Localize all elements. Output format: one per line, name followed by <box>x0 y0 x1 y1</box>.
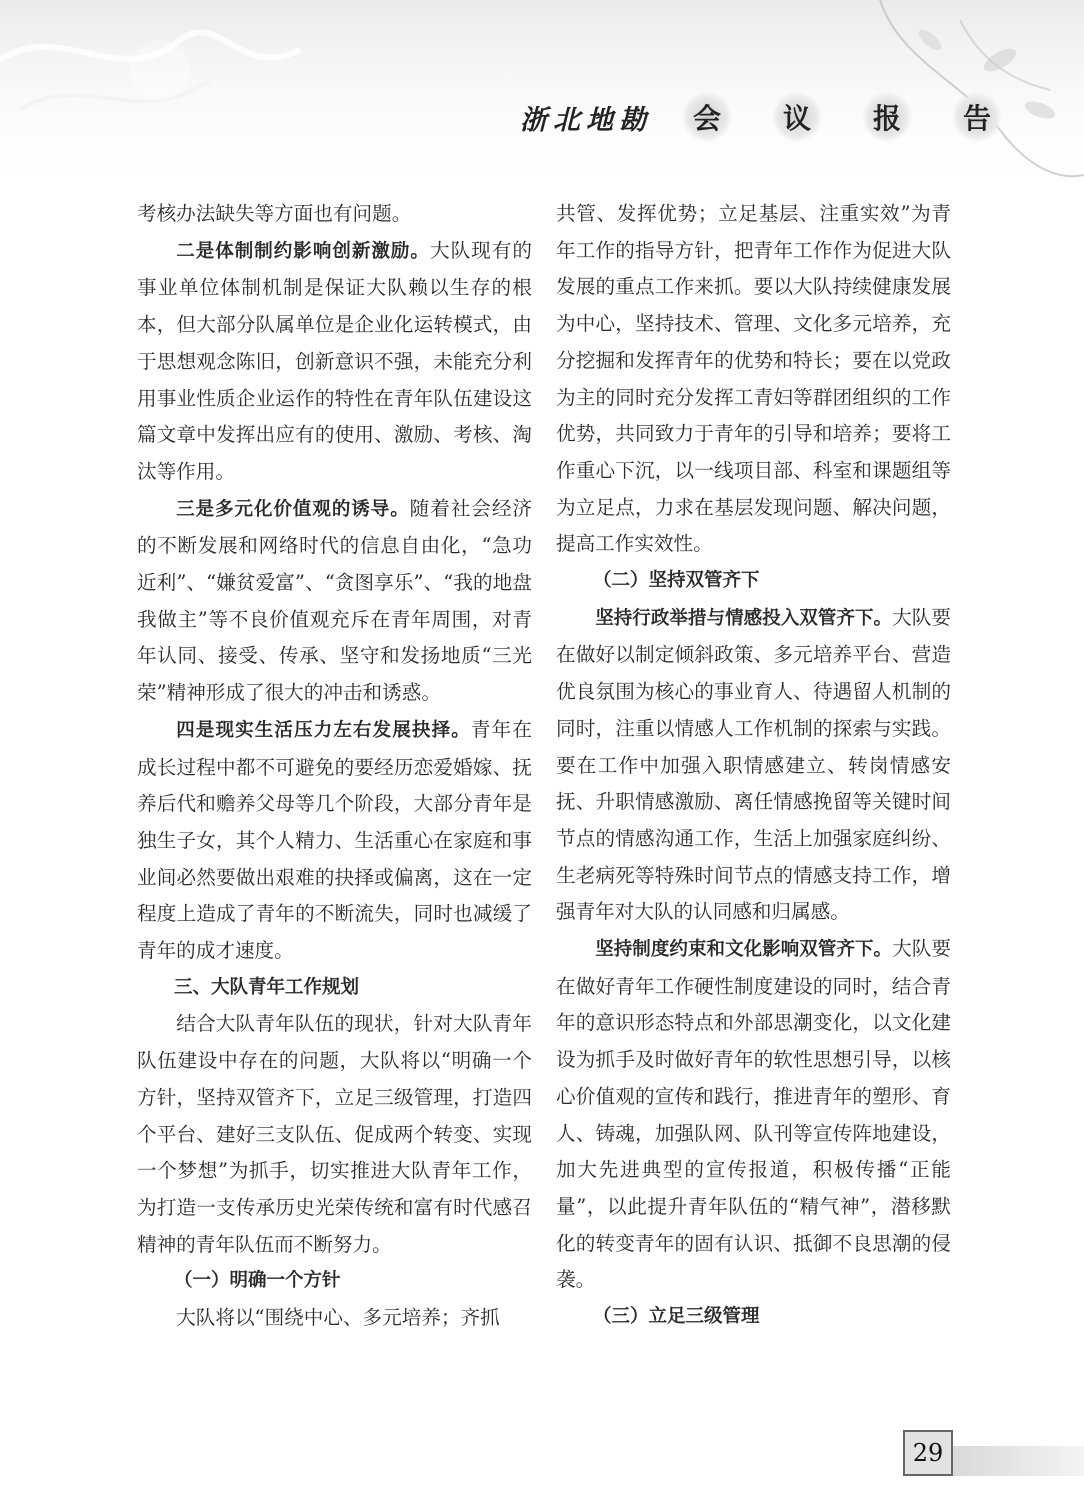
paragraph: 考核办法缺失等方面也有问题。 <box>137 202 412 225</box>
paragraph <box>137 491 532 712</box>
paragraph-text: 青年在成长过程中都不可避免的要经历恋爱婚嫁、抚养后代和赡养父母等几个阶段，大部分青年是独生子女，其个人精力、生活重心在家庭和事业间必然要做出艰难的抉择或偏离，这在一定程度上造成了青年的不断流失，同时也减缓了青年的成才速度。 <box>137 717 532 963</box>
section-char-3: 报 <box>862 92 912 142</box>
paragraph: 大队将以“围绕中心、多元培养；齐抓 <box>176 1306 500 1330</box>
paragraph: 共管、发挥优势；立足基层、注重实效”为青年工作的指导方针，把青年工作作为促进大队发展的重点工作来抓。要以大队持续健康发展为中心，坚持技术、管理、文化多元培养，充分挖掘和发挥青年的优势和特长；要在以党政为主的同时充分发挥工青妇等群团组织的工作优势，共同致力于青年的引导和培养；要将工作重心下沉，以一线项目部、科室和课题组等为立足点，力求在基层发现问题、解决问题，提高工作实效性。 <box>556 202 951 556</box>
section-heading: 三、大队青年工作规划 <box>174 976 360 998</box>
left-column <box>137 196 532 1337</box>
paragraph-lead: 四是现实生活压力左右发展抉择。 <box>176 719 471 741</box>
paragraph-text: 大队现有的事业单位体制机制是保证大队赖以生存的根本，但大部分队属单位是企业化运转模式，由于思想观念陈旧，创新意识不强，未能充分利用事业性质企业运作的特性在青年队伍建设这篇文章中发挥出应有的使用、激励、考核、淘汰等作用。 <box>137 238 532 483</box>
paragraph-lead: 坚持行政举措与情感投入双管齐下。 <box>595 607 893 629</box>
brand-title: 浙北地勘 <box>520 104 652 136</box>
section-char-2: 议 <box>772 92 822 142</box>
paragraph-lead: 坚持制度约束和文化影响双管齐下。 <box>595 939 893 961</box>
page-header <box>520 92 1042 142</box>
subsection-heading: （三）立足三级管理 <box>593 1306 760 1328</box>
right-column <box>556 196 951 1336</box>
paragraph <box>137 712 532 970</box>
paragraph-text: 大队要在做好以制定倾斜政策、多元培养平台、营造优良氛围为核心的事业育人、待遇留人机制的同时，注重以情感人工作机制的探索与实践。要在工作中加强入职情感建立、转岗情感安抚、升职情感激励、离任情感挽留等关键时间节点的情感沟通工作，生活上加强家庭纠纷、生老病死等特殊时间节点的情感支持工作，增强青年对大队的认同感和归属感。 <box>556 605 951 924</box>
subsection-heading: （二）坚持双管齐下 <box>593 570 760 592</box>
section-char-1: 会 <box>682 92 732 142</box>
paragraph <box>137 233 532 491</box>
paragraph <box>556 600 951 931</box>
subsection-heading: （一）明确一个方针 <box>174 1270 341 1292</box>
paragraph-text: 随着社会经济的不断发展和网络时代的信息自由化，“急功近利”、“嫌贫爱富”、“贪图享乐”、“我的地盘我做主”等不良价值观充斥在青年周围，对青年认同、接受、传承、坚守和发扬地质“三光荣”精神形成了很大的冲击和诱惑。 <box>137 496 532 705</box>
paragraph-lead: 二是体制制约影响创新激励。 <box>176 240 430 262</box>
paragraph-lead: 三是多元化价值观的诱导。 <box>176 498 410 520</box>
paragraph-text: 大队要在做好青年工作硬性制度建设的同时，结合青年的意识形态特点和外部思潮变化，以文化建设为抓手及时做好青年的软性思想引导，以核心价值观的宣传和践行，推进青年的塑形、育人、铸魂，加强队网、队刊等宣传阵地建设，加大先进典型的宣传报道，积极传播“正能量”，以此提升青年队伍的“精气神”，潜移默化的转变青年的固有认识、抵御不良思潮的侵袭。 <box>556 937 951 1292</box>
paragraph: 结合大队青年队伍的现状，针对大队青年队伍建设中存在的问题，大队将以“明确一个方针，坚持双管齐下，立足三级管理，打造四个平台、建好三支队伍、促成两个转变、实现一个梦想”为抓手，切实推进大队青年工作，为打造一支传承历史光荣传统和富有时代感召精神的青年队伍而不断努力。 <box>137 1012 532 1256</box>
section-char-4: 告 <box>952 92 1002 142</box>
page-number: 29 <box>903 1430 953 1476</box>
paragraph <box>556 931 951 1299</box>
